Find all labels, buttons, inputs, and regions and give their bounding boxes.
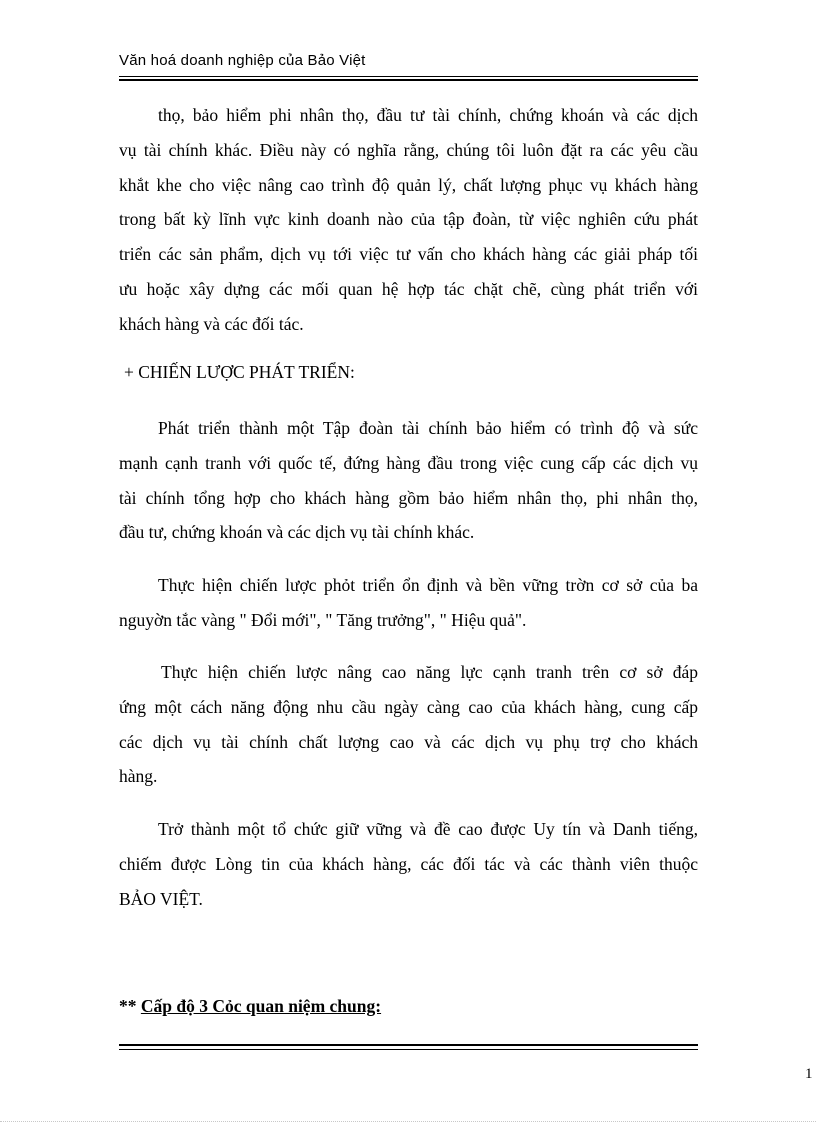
heading-prefix: ** — [119, 996, 141, 1016]
footer-rule-thin — [119, 1049, 698, 1050]
text-line: thọ, bảo hiểm phi nhân thọ, đầu tư tài chính, chứng khoán và các dịch — [158, 105, 698, 125]
text-line: đầu tư, chứng khoán và các dịch vụ tài chính khác. — [119, 522, 475, 543]
text-line: ưu hoặc xây dựng các mối quan hệ hợp tác chặt chẽ, cùng phát triển với — [119, 278, 698, 299]
text-line: hàng. — [119, 766, 158, 787]
text-line: Thực hiện chiến lược nâng cao năng lực cạnh tranh trên cơ sở đáp — [161, 662, 698, 682]
header-rule-thick — [119, 79, 698, 81]
text-line: khách hàng và các đối tác. — [119, 313, 304, 334]
heading-underlined: Cấp độ 3 Cỏc quan niệm chung: — [140, 996, 382, 1016]
text-line: BẢO VIỆT. — [119, 888, 203, 909]
text-line: khắt khe cho việc nâng cao trình độ quản lý, chất lượng phục vụ khách hàng — [119, 174, 698, 195]
text-line: tài chính tổng hợp cho khách hàng gồm bảo hiểm nhân thọ, phi nhân thọ, — [119, 487, 698, 508]
paragraph-2 — [119, 411, 698, 550]
running-header: Văn hoá doanh nghiệp của Bảo Việt — [119, 52, 366, 69]
paragraph-5 — [119, 812, 698, 916]
page-number: 1 — [805, 1066, 813, 1082]
paragraph-4 — [119, 655, 698, 794]
header-rule-thin — [119, 76, 698, 77]
text-line: các dịch vụ tài chính chất lượng cao và các dịch vụ phụ trợ cho khách — [119, 731, 698, 752]
text-line: triển các sản phẩm, dịch vụ tới việc tư vấn cho khách hàng các giải pháp tối — [119, 244, 698, 265]
text-line: Trở thành một tổ chức giữ vững và đề cao được Uy tín và Danh tiếng, — [158, 819, 698, 839]
paragraph-3 — [119, 568, 698, 638]
text-line: vụ tài chính khác. Điều này có nghĩa rằng, chúng tôi luôn đặt ra các yêu cầu — [119, 139, 698, 160]
text-line: ứng một cách năng động nhu cầu ngày càng cao của khách hàng, cung cấp — [119, 696, 698, 717]
footer-rule-thick — [119, 1044, 698, 1046]
text-line: Phát triển thành một Tập đoàn tài chính bảo hiểm có trình độ và sức — [158, 418, 698, 438]
bold-heading-level-3 — [119, 996, 381, 1017]
text-line: chiếm được Lòng tin của khách hàng, các đối tác và các thành viên thuộc — [119, 853, 698, 874]
text-line: Thực hiện chiến lược phỏt triển ổn định và bền vững trờn cơ sở của ba — [158, 575, 698, 595]
text-line: trong bất kỳ lĩnh vực kinh doanh nào của tập đoàn, từ việc nghiên cứu phát — [119, 209, 698, 230]
paragraph-1 — [119, 98, 698, 342]
text-line: mạnh cạnh tranh với quốc tế, đứng hàng đầu trong việc cung cấp các dịch vụ — [119, 452, 698, 473]
text-line: nguyờn tắc vàng " Đổi mới", " Tăng trưởng", " Hiệu quả". — [119, 609, 527, 630]
section-heading-strategy: + CHIẾN LƯỢC PHÁT TRIỂN: — [124, 362, 355, 382]
page-edge-divider — [0, 1121, 816, 1122]
